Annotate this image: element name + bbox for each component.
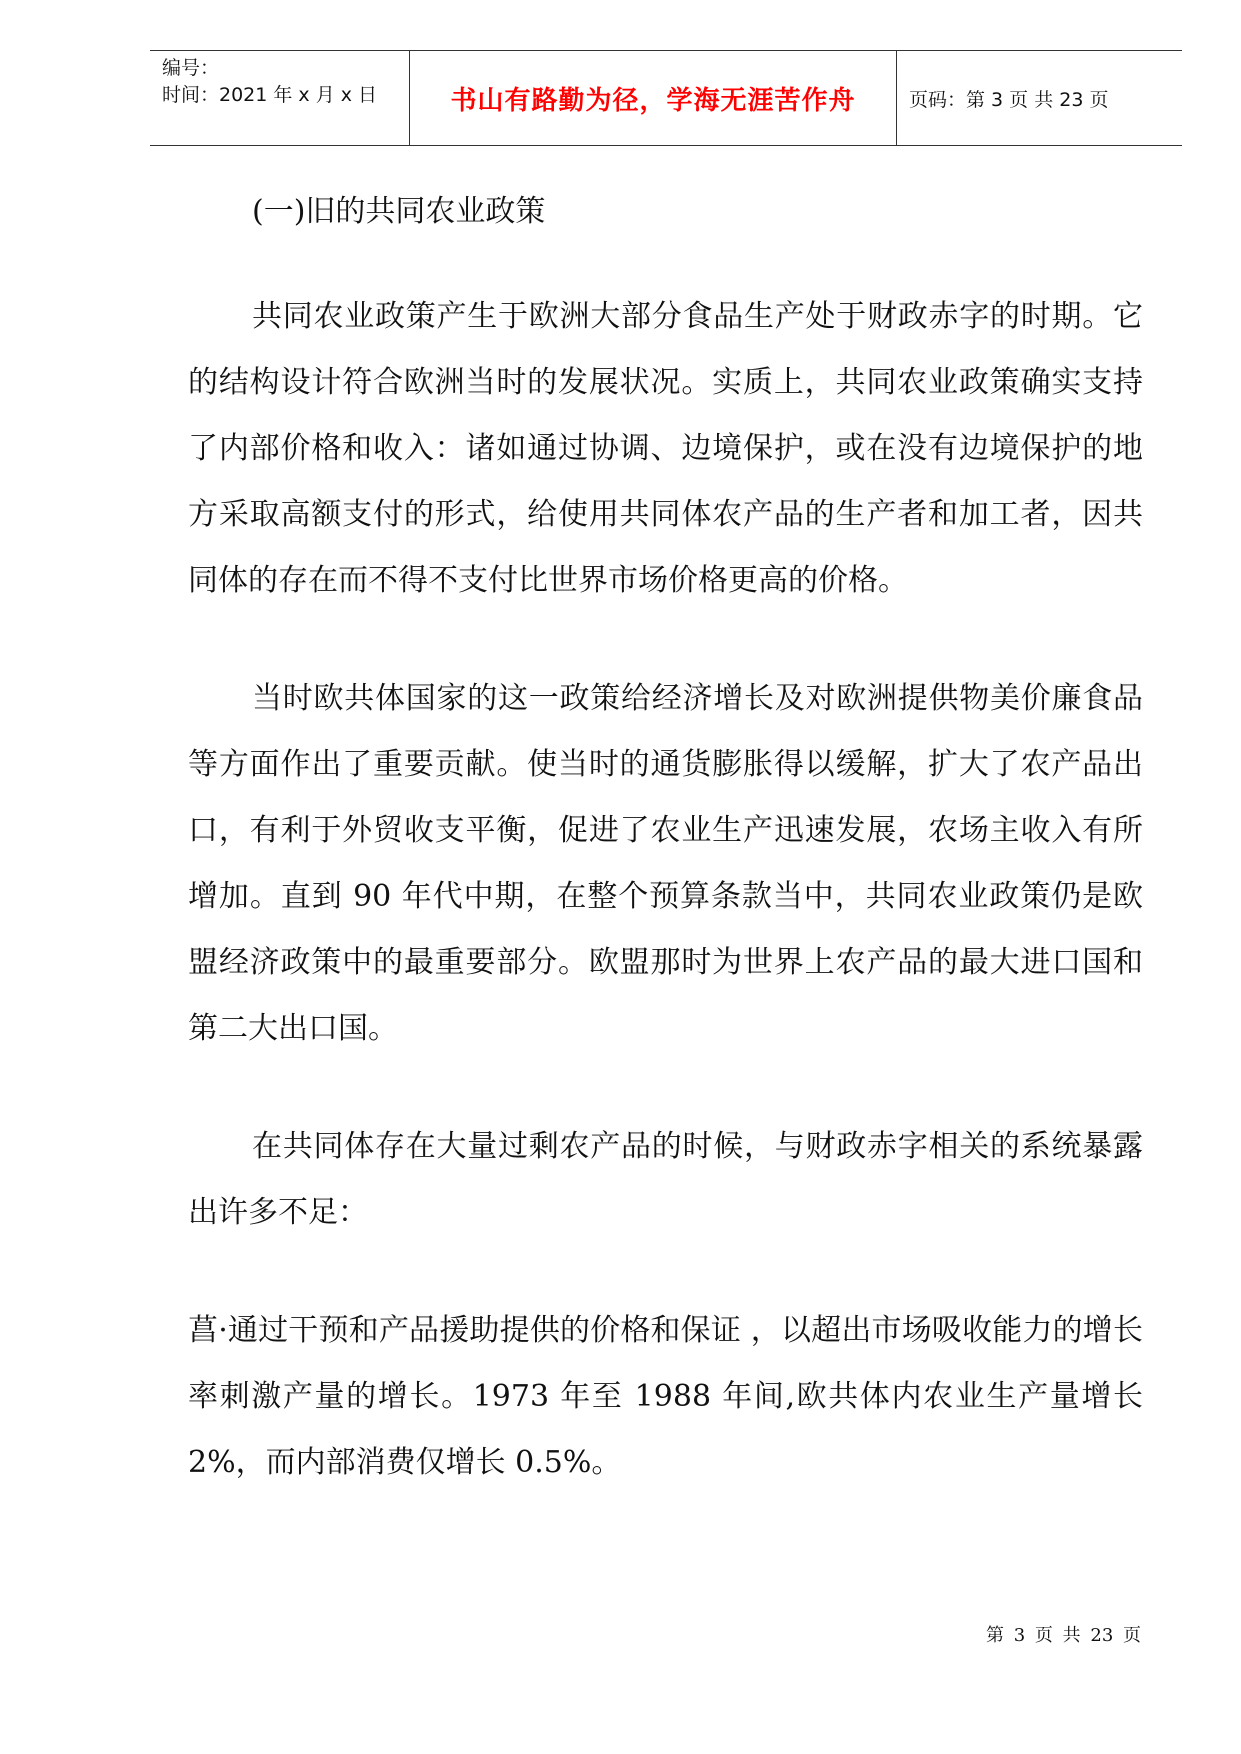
paragraph-4-text: ·通过干预和产品援助提供的价格和保证 ，以超出市场吸收能力的增长率刺激产量的增长。1973 年至 1988 年间,欧共体内农业生产量增长 2%，而内部消费仅增长 0.5%。 bbox=[188, 1313, 1143, 1480]
section-heading: (一)旧的共同农业政策 bbox=[252, 194, 546, 229]
page-header bbox=[150, 50, 1182, 146]
number-label: 编号： bbox=[162, 57, 220, 79]
paragraph-2: 当时欧共体国家的这一政策给经济增长及对欧洲提供物美价廉食品等方面作出了重要贡献。使当时的通货膨胀得以缓解，扩大了农产品出口，有利于外贸收支平衡，促进了农业生产迅速发展，农场主收入有所增加。直到 90 年代中期，在整个预算条款当中，共同农业政策仍是欧盟经济政策中的最重要部分。欧盟那时为世界上农产品的最大进口国和第二大出口国。 bbox=[188, 681, 1143, 1046]
header-meta bbox=[150, 51, 410, 145]
header-motto-cell bbox=[410, 51, 897, 145]
paragraph-4 bbox=[188, 1298, 1143, 1496]
document-body bbox=[188, 180, 1143, 1496]
motto-text: 书山有路勤为径，学海无涯苦作舟 bbox=[450, 85, 856, 116]
paragraph-3: 在共同体存在大量过剩农产品的时候，与财政赤字相关的系统暴露出许多不足： bbox=[188, 1129, 1143, 1230]
paragraph-1: 共同农业政策产生于欧洲大部分食品生产处于财政赤字的时期。它的结构设计符合欧洲当时的发展状况。实质上，共同农业政策确实支持了内部价格和收入：诸如通过协调、边境保护，或在没有边境保护的地方采取高额支付的形式，给使用共同体农产品的生产者和加工者，因共同体的存在而不得不支付比世界市场价格更高的价格。 bbox=[188, 299, 1143, 598]
bullet-prefix: 菖 bbox=[188, 1313, 219, 1348]
header-page-label: 页码：第 3 页 共 23 页 bbox=[909, 88, 1109, 111]
page-footer: 第 3 页 共 23 页 bbox=[986, 1625, 1141, 1646]
header-page-cell bbox=[897, 51, 1182, 145]
time-label: 时间：2021 年 x 月 x 日 bbox=[162, 84, 378, 106]
